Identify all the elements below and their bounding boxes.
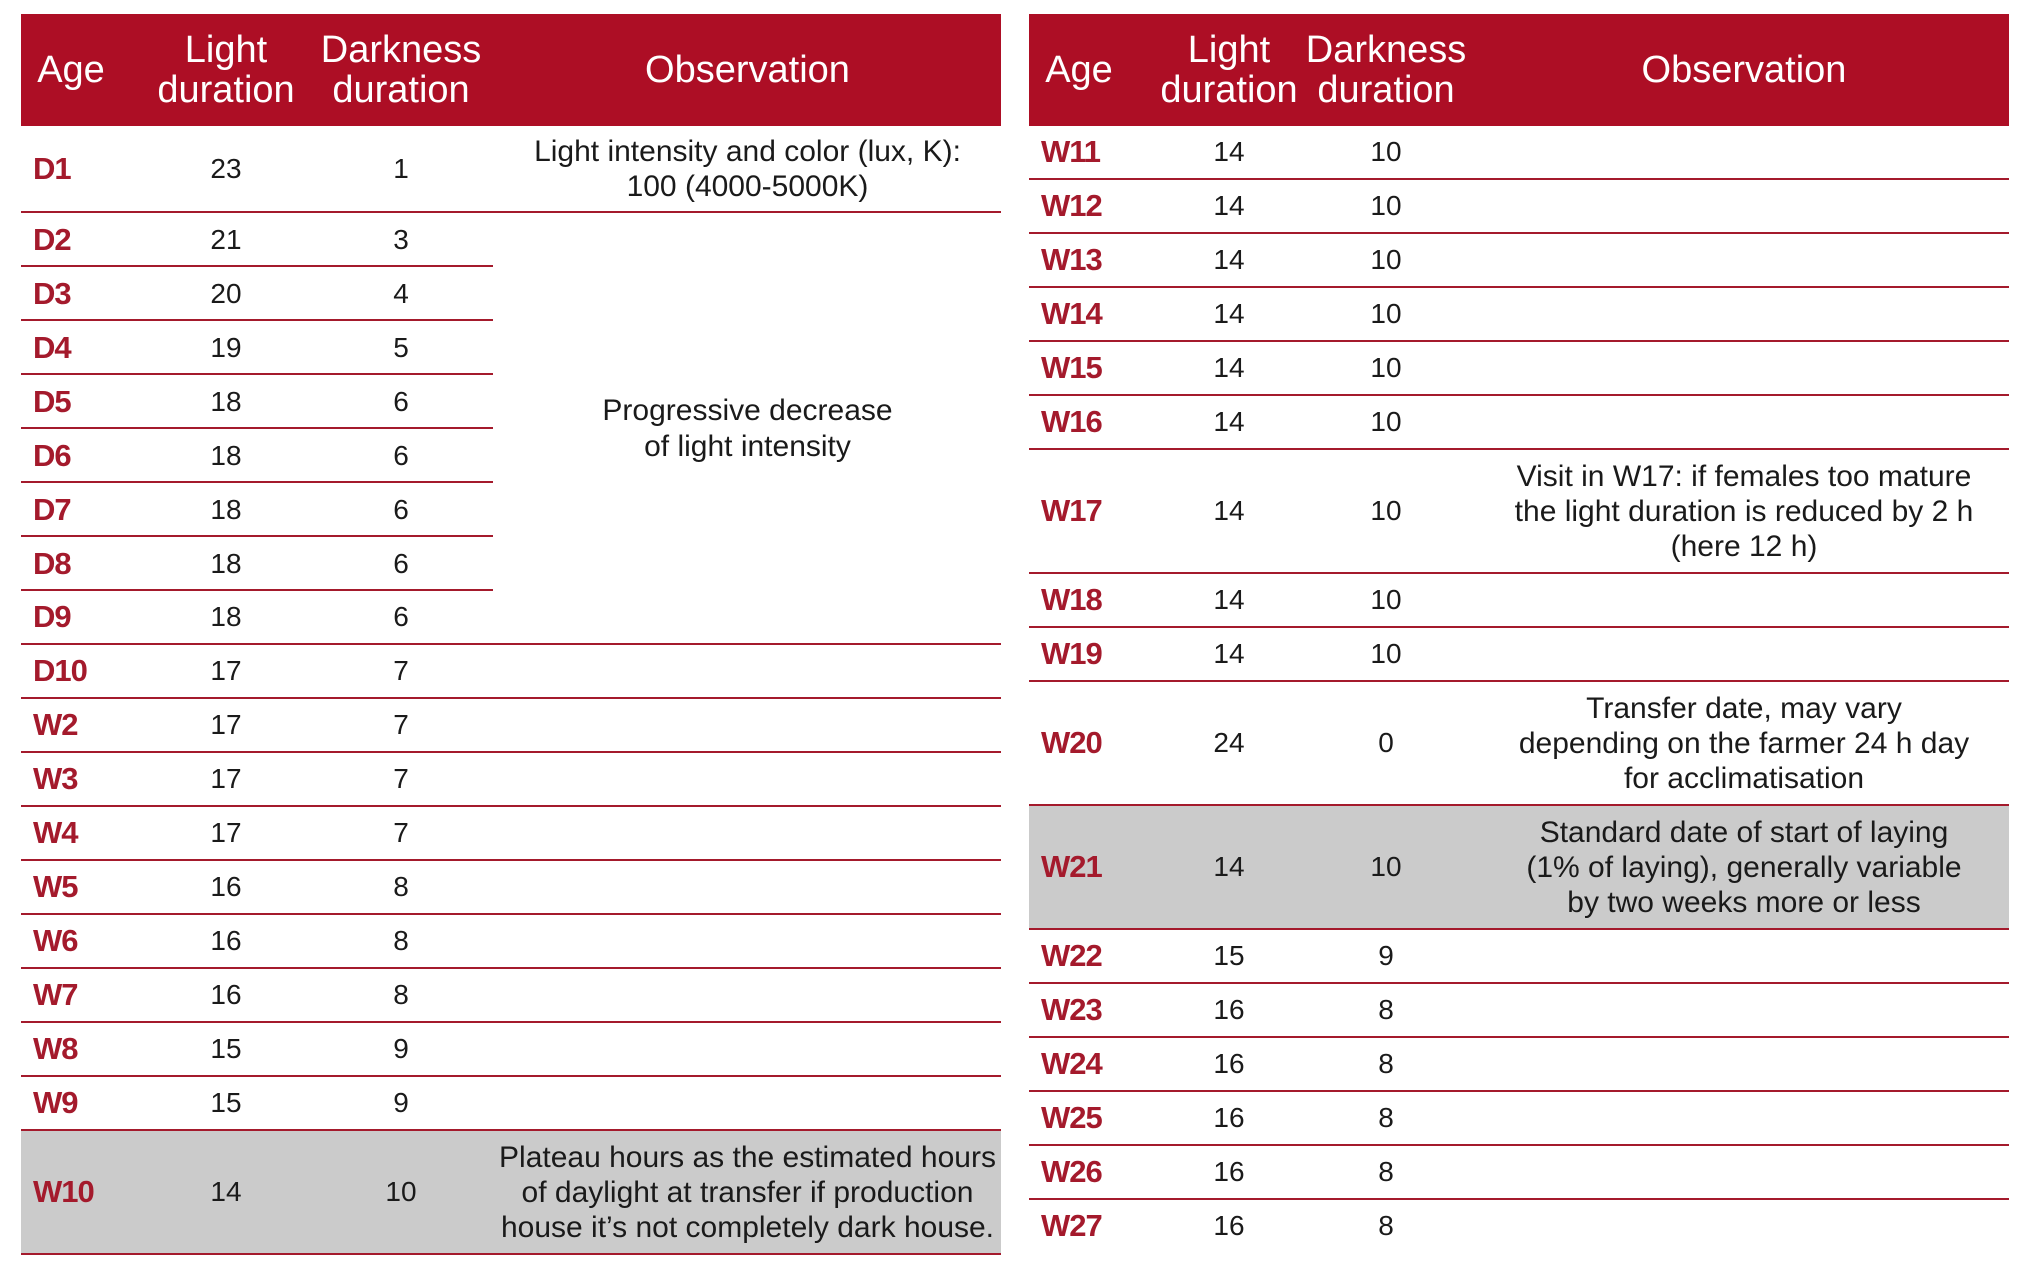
light-cell: 17 bbox=[210, 709, 242, 740]
light-cell: 14 bbox=[1213, 584, 1245, 615]
light-cell: 14 bbox=[1213, 352, 1245, 383]
light-cell: 16 bbox=[210, 925, 242, 956]
table-row bbox=[1029, 984, 2009, 1038]
dark-cell: 8 bbox=[393, 871, 409, 902]
dark-cell: 8 bbox=[393, 925, 409, 956]
dark-cell: 9 bbox=[1378, 940, 1394, 971]
light-cell: 18 bbox=[210, 440, 242, 471]
light-cell: 16 bbox=[1213, 1156, 1245, 1187]
table-row bbox=[1029, 628, 2009, 682]
dark-cell: 10 bbox=[1370, 298, 1402, 329]
table-row bbox=[1029, 450, 2009, 574]
light-cell: 16 bbox=[210, 871, 242, 902]
table-row bbox=[1029, 682, 2009, 806]
table-row bbox=[1029, 1200, 2009, 1254]
table-row-highlighted bbox=[21, 1131, 1001, 1255]
light-cell: 23 bbox=[210, 152, 242, 184]
dark-cell: 10 bbox=[1370, 352, 1402, 383]
light-cell: 16 bbox=[210, 979, 242, 1010]
age-cell: D3 bbox=[33, 276, 71, 311]
light-cell: 17 bbox=[210, 763, 242, 794]
age-cell: D1 bbox=[33, 150, 71, 186]
header-light-duration: Light duration bbox=[157, 29, 295, 111]
dark-cell: 0 bbox=[1378, 727, 1394, 758]
age-cell: W2 bbox=[33, 707, 78, 742]
left-table bbox=[21, 14, 1001, 1255]
observation-cell: Transfer date, may vary depending on the farmer 24 h day for acclimatisation bbox=[1518, 691, 1970, 795]
age-cell: W24 bbox=[1041, 1046, 1102, 1081]
light-cell: 15 bbox=[1213, 940, 1245, 971]
age-cell: W12 bbox=[1041, 188, 1102, 223]
light-cell: 14 bbox=[1213, 136, 1245, 167]
age-cell: D2 bbox=[33, 222, 71, 257]
light-cell: 14 bbox=[1213, 298, 1245, 329]
age-cell: W5 bbox=[33, 869, 78, 904]
light-cell: 24 bbox=[1213, 727, 1245, 758]
age-cell: W20 bbox=[1041, 725, 1102, 760]
merged-observation-cell: Progressive decrease of light intensity bbox=[602, 394, 893, 463]
table-row bbox=[21, 1077, 1001, 1131]
dark-cell: 8 bbox=[1378, 1156, 1394, 1187]
dark-cell: 10 bbox=[385, 1176, 417, 1207]
light-cell: 16 bbox=[1213, 994, 1245, 1025]
observation-cell: Plateau hours as the estimated hours of daylight at transfer if production house it’s not completely dark house. bbox=[499, 1140, 996, 1244]
light-cell: 21 bbox=[210, 224, 242, 255]
header-darkness-duration: Darkness duration bbox=[1305, 29, 1467, 111]
dark-cell: 9 bbox=[393, 1033, 409, 1064]
age-cell: D4 bbox=[33, 330, 71, 365]
observation-cell: Visit in W17: if females too mature the light duration is reduced by 2 h (here 12 h) bbox=[1514, 459, 1974, 563]
age-cell: W3 bbox=[33, 761, 78, 796]
age-cell: W14 bbox=[1041, 296, 1102, 331]
dark-cell: 9 bbox=[393, 1087, 409, 1118]
dark-cell: 8 bbox=[1378, 1048, 1394, 1079]
light-cell: 15 bbox=[210, 1087, 242, 1118]
header-observation: Observation bbox=[645, 49, 850, 91]
header-age: Age bbox=[37, 49, 105, 91]
age-cell: W7 bbox=[33, 977, 78, 1012]
light-cell: 14 bbox=[1213, 495, 1245, 526]
header-light-duration: Light duration bbox=[1160, 29, 1298, 111]
age-cell: W19 bbox=[1041, 636, 1102, 671]
age-cell: W13 bbox=[1041, 242, 1102, 277]
dark-cell: 10 bbox=[1370, 136, 1402, 167]
dark-cell: 6 bbox=[393, 440, 409, 471]
light-cell: 16 bbox=[1213, 1048, 1245, 1079]
light-cell: 14 bbox=[1213, 406, 1245, 437]
table-row bbox=[1029, 342, 2009, 396]
age-cell: D6 bbox=[33, 438, 71, 473]
right-table bbox=[1029, 14, 2009, 1254]
dark-cell: 6 bbox=[393, 386, 409, 417]
light-cell: 18 bbox=[210, 386, 242, 417]
light-cell: 15 bbox=[210, 1033, 242, 1064]
light-cell: 17 bbox=[210, 655, 242, 686]
merged-block bbox=[21, 213, 1001, 645]
age-cell: W15 bbox=[1041, 350, 1102, 385]
age-cell: W18 bbox=[1041, 582, 1102, 617]
dark-cell: 6 bbox=[393, 601, 409, 632]
dark-cell: 7 bbox=[393, 817, 409, 848]
dark-cell: 4 bbox=[393, 278, 409, 309]
table-row bbox=[21, 861, 1001, 915]
table-row bbox=[21, 126, 1001, 213]
dark-cell: 6 bbox=[393, 548, 409, 579]
age-cell: D5 bbox=[33, 384, 71, 419]
table-row bbox=[21, 969, 1001, 1023]
light-cell: 18 bbox=[210, 548, 242, 579]
light-cell: 14 bbox=[1213, 851, 1245, 882]
table-row bbox=[1029, 930, 2009, 984]
dark-cell: 10 bbox=[1370, 638, 1402, 669]
dark-cell: 10 bbox=[1370, 495, 1402, 526]
table-row bbox=[1029, 1038, 2009, 1092]
light-cell: 14 bbox=[210, 1176, 242, 1207]
dark-cell: 10 bbox=[1370, 584, 1402, 615]
table-row bbox=[1029, 180, 2009, 234]
observation-cell: Standard date of start of laying (1% of laying), generally variable by two weeks more or less bbox=[1526, 815, 1962, 919]
dark-cell: 10 bbox=[1370, 851, 1402, 882]
age-cell: W8 bbox=[33, 1031, 78, 1066]
table-row bbox=[21, 645, 1001, 699]
age-cell: W17 bbox=[1041, 493, 1102, 528]
age-cell: W27 bbox=[1041, 1208, 1102, 1243]
age-cell: W4 bbox=[33, 815, 78, 850]
age-cell: W9 bbox=[33, 1085, 78, 1120]
age-cell: D7 bbox=[33, 492, 71, 527]
table-row bbox=[1029, 1146, 2009, 1200]
table-row bbox=[21, 1023, 1001, 1077]
dark-cell: 10 bbox=[1370, 190, 1402, 221]
light-cell: 19 bbox=[210, 332, 242, 363]
right-table-header bbox=[1029, 14, 2009, 126]
light-cell: 18 bbox=[210, 601, 242, 632]
light-cell: 20 bbox=[210, 278, 242, 309]
dark-cell: 7 bbox=[393, 655, 409, 686]
age-cell: W11 bbox=[1041, 134, 1101, 169]
left-table-header bbox=[21, 14, 1001, 126]
dark-cell: 8 bbox=[1378, 994, 1394, 1025]
dark-cell: 3 bbox=[393, 224, 409, 255]
header-observation: Observation bbox=[1641, 49, 1847, 91]
header-age: Age bbox=[1045, 49, 1113, 91]
left-table-body bbox=[21, 126, 1001, 1255]
light-cell: 14 bbox=[1213, 244, 1245, 275]
dark-cell: 10 bbox=[1370, 244, 1402, 275]
table-row bbox=[21, 915, 1001, 969]
header-darkness-duration: Darkness duration bbox=[320, 29, 482, 111]
age-cell: D9 bbox=[33, 599, 71, 634]
dark-cell: 8 bbox=[1378, 1210, 1394, 1241]
age-cell: W16 bbox=[1041, 404, 1102, 439]
age-cell: W26 bbox=[1041, 1154, 1102, 1189]
light-cell: 14 bbox=[1213, 638, 1245, 669]
table-row-highlighted bbox=[1029, 806, 2009, 930]
light-cell: 16 bbox=[1213, 1210, 1245, 1241]
observation-cell: Light intensity and color (lux, K): 100 (4000-5000K) bbox=[534, 134, 961, 203]
table-row bbox=[1029, 126, 2009, 180]
right-table-body bbox=[1029, 126, 2009, 1254]
dark-cell: 5 bbox=[393, 332, 409, 363]
light-cell: 18 bbox=[210, 494, 242, 525]
age-cell: W25 bbox=[1041, 1100, 1102, 1135]
age-cell: W22 bbox=[1041, 938, 1102, 973]
age-cell: D8 bbox=[33, 546, 71, 581]
table-row bbox=[21, 807, 1001, 861]
age-cell: W21 bbox=[1041, 849, 1102, 884]
dark-cell: 6 bbox=[393, 494, 409, 525]
dark-cell: 8 bbox=[1378, 1102, 1394, 1133]
dark-cell: 10 bbox=[1370, 406, 1402, 437]
table-row bbox=[1029, 1092, 2009, 1146]
table-row bbox=[1029, 288, 2009, 342]
light-cell: 17 bbox=[210, 817, 242, 848]
age-cell: W10 bbox=[33, 1174, 94, 1209]
age-cell: W23 bbox=[1041, 992, 1102, 1027]
table-row bbox=[21, 699, 1001, 753]
light-cell: 16 bbox=[1213, 1102, 1245, 1133]
age-cell: D10 bbox=[33, 653, 87, 688]
dark-cell: 8 bbox=[393, 979, 409, 1010]
table-row bbox=[1029, 396, 2009, 450]
dark-cell: 1 bbox=[393, 152, 409, 184]
table-row bbox=[21, 753, 1001, 807]
age-cell: W6 bbox=[33, 923, 78, 958]
table-row bbox=[1029, 574, 2009, 628]
dark-cell: 7 bbox=[393, 763, 409, 794]
dark-cell: 7 bbox=[393, 709, 409, 740]
light-cell: 14 bbox=[1213, 190, 1245, 221]
table-row bbox=[1029, 234, 2009, 288]
